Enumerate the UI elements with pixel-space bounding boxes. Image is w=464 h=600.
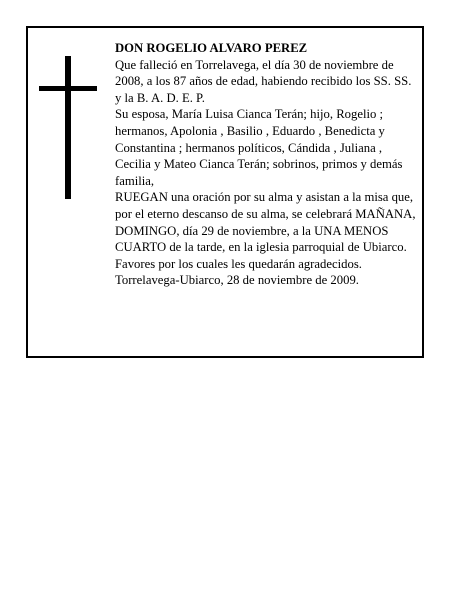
death-announcement: Que falleció en Torrelavega, el día 30 de noviembre de 2008, a los 87 años de edad, habiendo recibido los SS. SS. y la B. A. D. E. P. bbox=[115, 57, 412, 105]
cross-horizontal-bar bbox=[39, 86, 97, 91]
notice-text bbox=[115, 40, 420, 289]
cross-vertical-bar bbox=[65, 56, 71, 199]
family-list: Su esposa, María Luisa Cianca Terán; hijo, Rogelio ; hermanos, Apolonia , Basilio , Eduardo , Benedicta y Constantina ; hermanos políticos, Cándida , Juliana , Cecilia y Mateo Cianca Terán; sobrinos, primos y demás familia, bbox=[115, 107, 403, 188]
place-date: Torrelavega-Ubiarco, 28 de noviembre de 2009. bbox=[115, 273, 359, 288]
obituary-notice bbox=[26, 26, 424, 358]
mass-request: RUEGAN una oración por su alma y asistan a la misa que, por el eterno descanso de su alma, se celebrará MAÑANA, DOMINGO, día 29 de noviembre, a la UNA MENOS CUARTO de la tarde, en la iglesia parroquial de Ubiarco. Favores por los cuales les quedarán agradecidos. bbox=[115, 190, 416, 271]
deceased-name: DON ROGELIO ALVARO PEREZ bbox=[115, 41, 308, 55]
